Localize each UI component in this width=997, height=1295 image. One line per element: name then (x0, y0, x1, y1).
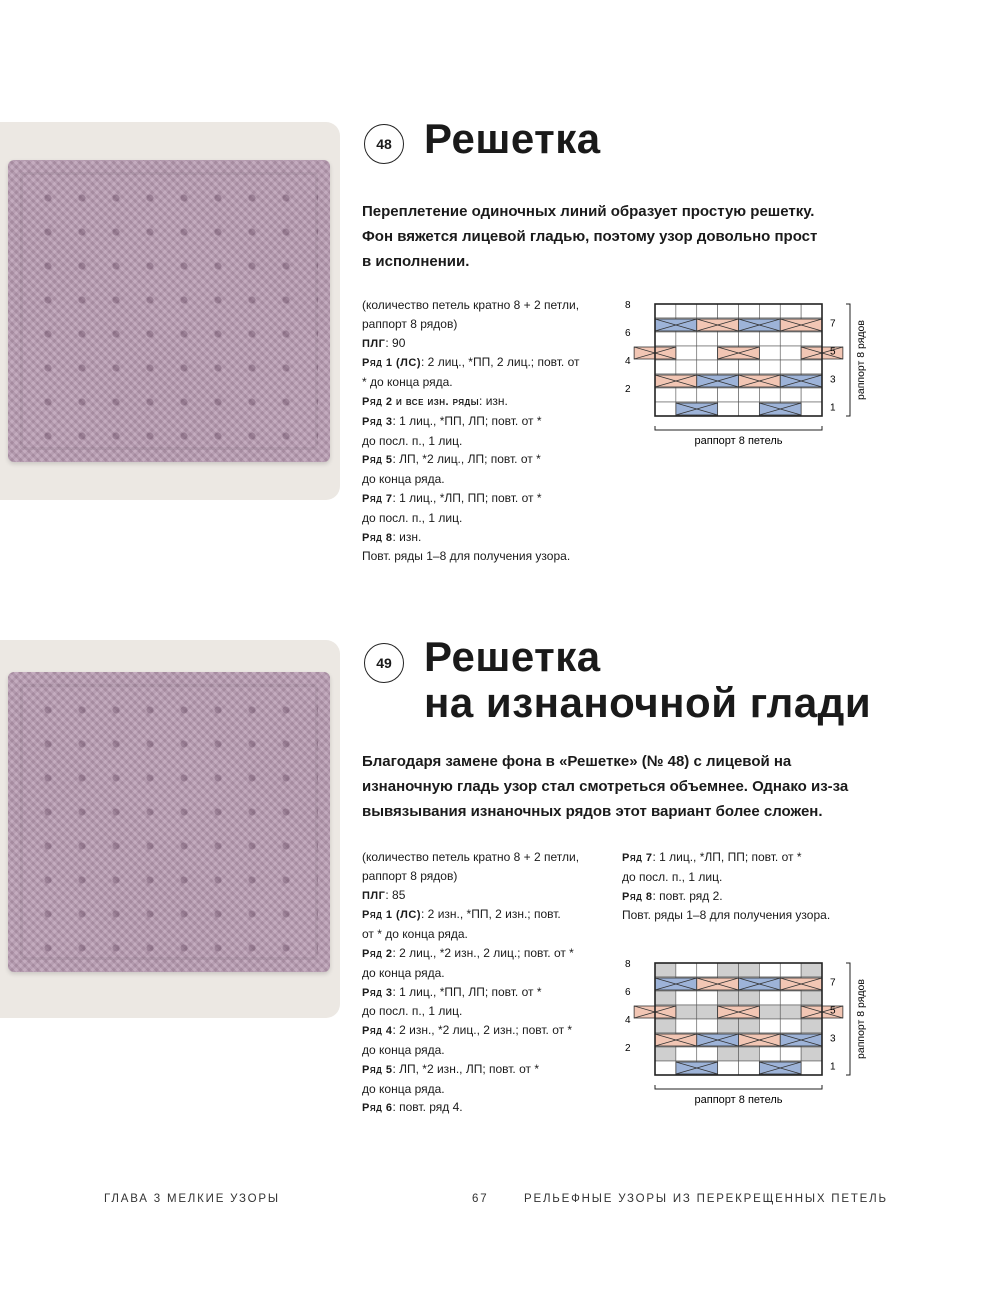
chart-cell (718, 332, 739, 346)
instruction-text: (количество петель кратно 8 + 2 петли, (362, 850, 580, 864)
chart-cell (697, 991, 718, 1005)
chart-cell (739, 1047, 760, 1061)
chart-cell (676, 360, 697, 374)
chart-cell (780, 388, 801, 402)
instruction-text: * до конца ряда. (362, 375, 453, 390)
instructions-49-col1 (362, 848, 607, 1118)
row-repeat-label: раппорт 8 рядов (855, 320, 867, 400)
row-number-right: 3 (830, 374, 836, 386)
chart-cell (739, 388, 760, 402)
pattern-intro-49 (362, 749, 882, 824)
row-repeat-bracket (846, 304, 850, 416)
chart-cell (697, 1005, 718, 1019)
instruction-text: : ЛП, *2 лиц., ЛП; повт. от * (392, 452, 541, 467)
instruction-text: раппорт 8 рядов) (362, 868, 458, 883)
instruction-line (362, 1098, 607, 1118)
chart-cell (759, 963, 780, 977)
instruction-line (362, 964, 607, 983)
chart-cell (655, 402, 676, 416)
chart-cell (676, 1005, 697, 1019)
instruction-text: : повт. ряд 4. (392, 1100, 463, 1115)
chart-cell (655, 991, 676, 1005)
footer-section: РЕЛЬЕФНЫЕ УЗОРЫ ИЗ ПЕРЕКРЕЩЕННЫХ ПЕТЕЛЬ (524, 1193, 888, 1205)
instruction-label: Ряд 5 (362, 1063, 393, 1076)
instruction-line (362, 315, 607, 334)
pattern-title-48: Решетка (424, 115, 601, 162)
chart-cell (676, 963, 697, 977)
instruction-text: до посл. п., 1 лиц. (622, 869, 723, 884)
instruction-label: Ряд 2 и все изн. ряды (362, 395, 480, 408)
instruction-label: Ряд 3 (362, 986, 393, 999)
row-number-right: 7 (830, 977, 836, 989)
instruction-line (362, 1021, 607, 1041)
title-line: на изнаночной глади (424, 679, 872, 726)
row-number-left: 6 (625, 987, 631, 998)
instruction-text: : повт. ряд 2. (652, 888, 723, 903)
chart-cell (780, 332, 801, 346)
title-line: Решетка (424, 633, 601, 680)
chart-cell (780, 1005, 801, 1019)
row-number-left: 2 (625, 384, 631, 395)
chart-cell (655, 388, 676, 402)
chart-cell (801, 304, 822, 318)
chart-cell (780, 304, 801, 318)
instruction-text: : изн. (392, 529, 422, 544)
chart-cell (676, 991, 697, 1005)
chart-cell (697, 1047, 718, 1061)
chart-cell (718, 963, 739, 977)
row-number-left: 8 (625, 959, 631, 970)
chart-cell (739, 1019, 760, 1033)
instruction-text: Повт. ряды 1–8 для получения узора. (622, 908, 831, 923)
instruction-text: : 1 лиц., *ЛП, ПП; повт. от * (392, 490, 542, 505)
chart-cell (655, 1047, 676, 1061)
footer-page-number: 67 (472, 1193, 489, 1205)
pattern-title-49 (424, 634, 871, 726)
instruction-label: Ряд 1 (ЛС) (362, 357, 422, 370)
intro-line: в исполнении. (362, 253, 470, 270)
instruction-text: : 2 лиц., *2 изн., 2 лиц.; повт. от * (392, 945, 574, 960)
instruction-line (362, 528, 607, 548)
instruction-line (362, 547, 607, 566)
row-number-right: 1 (830, 1061, 836, 1073)
chart-cell (801, 991, 822, 1005)
instruction-line (362, 1002, 607, 1021)
instruction-line (622, 887, 867, 907)
instruction-text: до конца ряда. (362, 1042, 445, 1057)
chart-cell (676, 332, 697, 346)
chart-cell (697, 304, 718, 318)
chart-cell (718, 388, 739, 402)
chart-cell (697, 963, 718, 977)
chart-cell (801, 1019, 822, 1033)
pattern-number-49: 49 (364, 643, 404, 683)
instruction-text: : 1 лиц., *ПП, ЛП; повт. от * (392, 984, 542, 999)
row-repeat-label: раппорт 8 рядов (855, 979, 867, 1059)
instruction-line (362, 867, 607, 886)
instruction-line (362, 373, 607, 392)
chart-cell (780, 1019, 801, 1033)
row-number-left: 4 (625, 1015, 631, 1026)
instruction-line (362, 1080, 607, 1099)
pattern-intro-48 (362, 199, 882, 274)
instruction-line (362, 334, 607, 354)
instruction-text: до конца ряда. (362, 1081, 445, 1096)
row-number-left: 6 (625, 328, 631, 339)
chart-cell (739, 963, 760, 977)
chart-cell (676, 304, 697, 318)
row-repeat-bracket (846, 963, 850, 1075)
instruction-line (362, 450, 607, 470)
swatch-photo-49 (8, 672, 330, 972)
instruction-line (362, 983, 607, 1003)
instruction-line (362, 489, 607, 509)
chart-cell (697, 346, 718, 360)
stitch-repeat-label: раппорт 8 петель (694, 1094, 783, 1106)
instruction-line (362, 392, 607, 412)
chart-cell (780, 963, 801, 977)
chart-cell (718, 360, 739, 374)
stitch-repeat-label: раппорт 8 петель (694, 435, 783, 447)
instruction-label: ПЛГ (362, 337, 386, 350)
chart-cell (676, 388, 697, 402)
instruction-text: до конца ряда. (362, 472, 445, 487)
instruction-text: от * до конца ряда. (362, 927, 468, 942)
chart-cell (780, 360, 801, 374)
instruction-text: до посл. п., 1 лиц. (362, 1004, 463, 1019)
chart-cell (718, 991, 739, 1005)
stitch-repeat-bracket (655, 426, 822, 430)
instruction-text: : 90 (385, 335, 406, 350)
instruction-text: : 1 лиц., *ЛП, ПП; повт. от * (652, 850, 802, 864)
chart-cell (655, 1019, 676, 1033)
instruction-line (622, 906, 867, 925)
instruction-text: до посл. п., 1 лиц. (362, 433, 463, 448)
chart-cell (655, 360, 676, 374)
chart-cell (759, 1005, 780, 1019)
chart-cell (759, 1047, 780, 1061)
instruction-text: до конца ряда. (362, 965, 445, 980)
chart-cell (697, 388, 718, 402)
swatch-photo-48 (8, 160, 330, 462)
instruction-label: Ряд 6 (362, 1102, 393, 1115)
chart-cell (718, 1061, 739, 1075)
instruction-label: ПЛГ (362, 889, 386, 902)
instruction-text: : ЛП, *2 изн., ЛП; повт. от * (392, 1061, 540, 1076)
instruction-line (362, 848, 607, 867)
instruction-text: : изн. (479, 393, 508, 408)
chart-cell (801, 360, 822, 374)
chart-cell (801, 332, 822, 346)
instructions-48 (362, 296, 607, 566)
pattern-number-48: 48 (364, 124, 404, 164)
instruction-line (362, 886, 607, 906)
row-number-right: 5 (830, 346, 836, 358)
chart-cell (739, 332, 760, 346)
row-number-right: 7 (830, 318, 836, 330)
stitch-repeat-bracket (655, 1085, 822, 1089)
instruction-line (362, 1060, 607, 1080)
instruction-line (362, 412, 607, 432)
chart-cell (739, 304, 760, 318)
instruction-label: Ряд 7 (362, 492, 393, 505)
chart-cell (759, 346, 780, 360)
row-number-left: 2 (625, 1043, 631, 1054)
chart-cell (655, 304, 676, 318)
chart-cell (718, 402, 739, 416)
chart-cell (697, 360, 718, 374)
instruction-label: Ряд 1 (ЛС) (362, 909, 422, 922)
chart-cell (759, 1019, 780, 1033)
instruction-text: : 1 лиц., *ПП, ЛП; повт. от * (392, 413, 542, 428)
instruction-line (362, 296, 607, 315)
row-number-right: 1 (830, 402, 836, 414)
row-number-left: 4 (625, 356, 631, 367)
chart-cell (676, 1019, 697, 1033)
chart-cell (676, 346, 697, 360)
chart-cell (780, 346, 801, 360)
chart-cell (759, 388, 780, 402)
chart-cell (759, 304, 780, 318)
instruction-label: Ряд 8 (622, 890, 653, 903)
instruction-line (362, 509, 607, 528)
chart-cell (801, 1061, 822, 1075)
chart-cell (718, 1019, 739, 1033)
chart-cell (759, 332, 780, 346)
intro-line: Благодаря замене фона в «Решетке» (№ 48) с лицевой на (362, 753, 792, 770)
instruction-label: Ряд 7 (622, 852, 653, 864)
instruction-label: Ряд 2 (362, 947, 393, 960)
intro-line: изнаночную гладь узор стал смотреться объемнее. Однако из-за (362, 778, 849, 795)
row-number-right: 3 (830, 1033, 836, 1045)
footer-chapter: ГЛАВА 3 МЕЛКИЕ УЗОРЫ (104, 1193, 280, 1205)
chart-cell (801, 963, 822, 977)
instruction-line (622, 868, 867, 887)
instruction-label: Ряд 4 (362, 1025, 393, 1038)
intro-line: Переплетение одиночных линий образует простую решетку. (362, 203, 815, 220)
instruction-label: Ряд 3 (362, 415, 393, 428)
instruction-text: до посл. п., 1 лиц. (362, 510, 463, 525)
chart-cell (739, 991, 760, 1005)
chart-cell (739, 402, 760, 416)
chart-svg (600, 955, 900, 1115)
intro-line: вывязывания изнаночных рядов этот вариант более сложен. (362, 803, 823, 820)
knitting-chart-49 (600, 955, 900, 1115)
instruction-line (362, 470, 607, 489)
instruction-label: Ряд 5 (362, 454, 393, 467)
chart-cell (780, 1047, 801, 1061)
instruction-text: : 85 (385, 887, 406, 902)
knitting-chart-48 (600, 296, 900, 456)
instruction-text: Повт. ряды 1–8 для получения узора. (362, 549, 571, 564)
intro-line: Фон вяжется лицевой гладью, поэтому узор довольно прост (362, 228, 818, 245)
instruction-line (362, 925, 607, 944)
chart-cell (697, 1019, 718, 1033)
instruction-line (362, 353, 607, 373)
instruction-line (362, 432, 607, 451)
chart-cell (780, 991, 801, 1005)
chart-cell (739, 1061, 760, 1075)
chart-cell (655, 1061, 676, 1075)
instruction-line (362, 905, 607, 925)
instruction-line (362, 944, 607, 964)
chart-cell (801, 1047, 822, 1061)
chart-cell (718, 304, 739, 318)
chart-cell (676, 1047, 697, 1061)
chart-cell (759, 360, 780, 374)
chart-cell (655, 963, 676, 977)
instruction-label: Ряд 8 (362, 531, 393, 544)
chart-cell (697, 332, 718, 346)
row-number-right: 5 (830, 1005, 836, 1017)
instructions-49-col2 (622, 848, 867, 925)
chart-cell (655, 332, 676, 346)
instruction-text: : 2 изн., *2 лиц., 2 изн.; повт. от * (392, 1023, 573, 1038)
chart-svg (600, 296, 900, 456)
chart-cell (759, 991, 780, 1005)
instruction-text: : 2 лиц., *ПП, 2 лиц.; повт. от (421, 355, 580, 370)
chart-cell (739, 360, 760, 374)
chart-cell (718, 1047, 739, 1061)
instruction-text: (количество петель кратно 8 + 2 петли, (362, 298, 580, 312)
chart-cell (801, 402, 822, 416)
instruction-text: раппорт 8 рядов) (362, 316, 458, 331)
instruction-line (362, 1041, 607, 1060)
instruction-text: : 2 изн., *ПП, 2 изн.; повт. (421, 907, 561, 922)
chart-cell (801, 388, 822, 402)
row-number-left: 8 (625, 300, 631, 311)
instruction-line (622, 848, 867, 868)
